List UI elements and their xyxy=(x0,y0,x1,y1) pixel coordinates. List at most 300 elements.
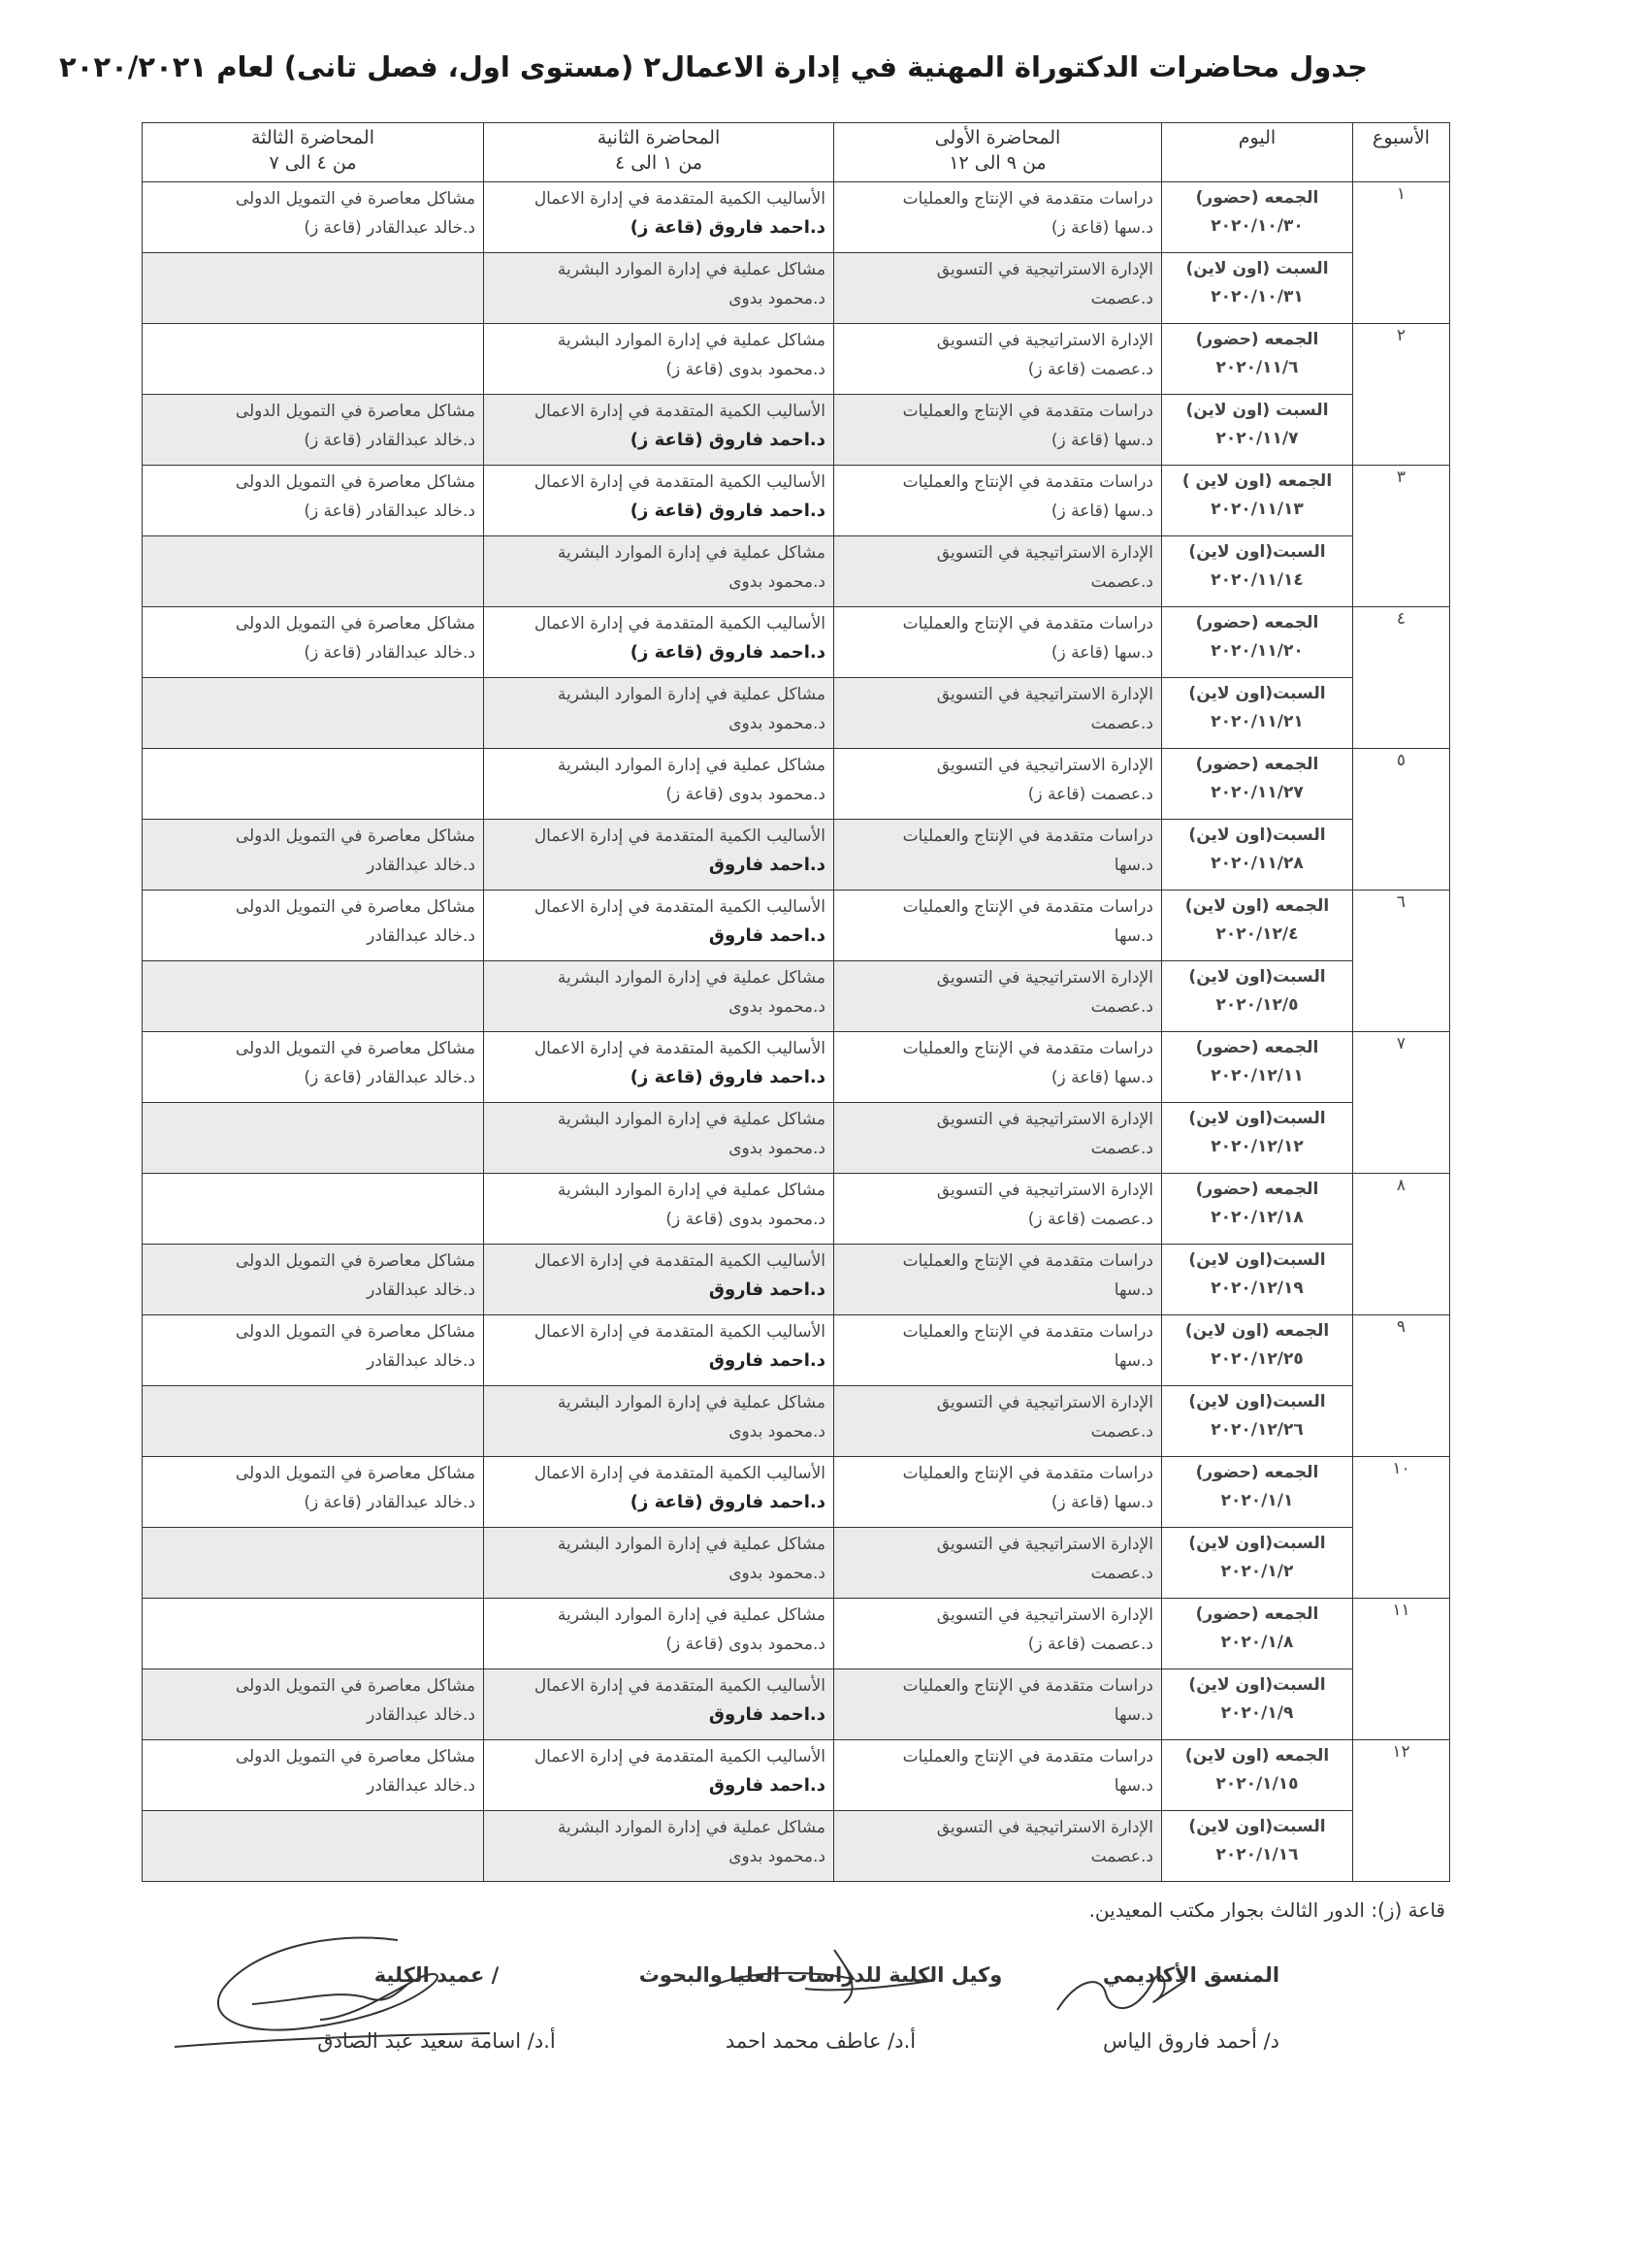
day-cell xyxy=(1162,1386,1353,1457)
table-row xyxy=(143,1811,1450,1882)
lecture-2-cell xyxy=(484,182,834,253)
lecture-1-cell xyxy=(834,395,1162,466)
day-cell xyxy=(1162,1457,1353,1528)
table-row xyxy=(143,1032,1450,1103)
coordinator-handwritten-signature-icon xyxy=(1048,1950,1193,2027)
day-label: الجمعه (حضور) xyxy=(1195,613,1319,632)
lecture-1-cell xyxy=(834,1599,1162,1669)
instructor-name: د.عصمت (قاعة ز) xyxy=(1027,1635,1153,1654)
lecture-1-cell xyxy=(834,678,1162,749)
lecture-2-cell xyxy=(484,607,834,678)
course-name: الإدارة الاستراتيجية في التسويق xyxy=(936,968,1153,988)
instructor-name: د.خالد عبدالقادر (قاعة ز) xyxy=(304,431,475,450)
lecture-1-cell xyxy=(834,1315,1162,1386)
lecture-3-cell xyxy=(143,1386,484,1457)
instructor-name: د.خالد عبدالقادر (قاعة ز) xyxy=(304,1493,475,1512)
day-label: الجمعه (اون لاين) xyxy=(1184,896,1330,916)
day-label: السبت(اون لاين) xyxy=(1188,684,1326,703)
instructor-name: د.خالد عبدالقادر xyxy=(367,1705,475,1725)
day-label: السبت(اون لاين) xyxy=(1188,1534,1326,1553)
lecture-2-cell xyxy=(484,395,834,466)
course-name: الإدارة الاستراتيجية في التسويق xyxy=(936,1818,1153,1837)
instructor-name: د.محمود بدوى xyxy=(728,289,825,308)
lecture-1-cell xyxy=(834,466,1162,536)
course-name: دراسات متقدمة في الإنتاج والعمليات xyxy=(902,1322,1153,1342)
day-date: ٢٠٢٠/١/١ xyxy=(1220,1491,1294,1510)
lecture-3-cell xyxy=(143,324,484,395)
day-label: السبت(اون لاين) xyxy=(1188,1109,1326,1128)
lecture-3-cell xyxy=(143,678,484,749)
week-number: ١٠ xyxy=(1353,1457,1450,1599)
week-number: ٢ xyxy=(1353,324,1450,466)
course-name: مشاكل معاصرة في التمويل الدولى xyxy=(235,1251,475,1271)
day-label: السبت(اون لاين) xyxy=(1188,967,1326,987)
day-label: الجمعه (اون لاين ) xyxy=(1181,471,1333,491)
schedule-body xyxy=(143,182,1450,1882)
course-name: الأساليب الكمية المتقدمة في إدارة الاعمال xyxy=(534,1039,825,1058)
day-cell xyxy=(1162,536,1353,607)
course-name: مشاكل معاصرة في التمويل الدولى xyxy=(235,897,475,917)
instructor-name: د.سها (قاعة ز) xyxy=(1051,431,1153,450)
day-cell xyxy=(1162,749,1353,820)
lecture-3-cell xyxy=(143,607,484,678)
lecture-1-cell xyxy=(834,182,1162,253)
course-name: مشاكل عملية في إدارة الموارد البشرية xyxy=(557,756,825,775)
lecture-1-cell xyxy=(834,1032,1162,1103)
course-name: مشاكل معاصرة في التمويل الدولى xyxy=(235,1676,475,1696)
instructor-name: د.خالد عبدالقادر xyxy=(367,1280,475,1300)
lecture-1-cell xyxy=(834,536,1162,607)
course-name: مشاكل عملية في إدارة الموارد البشرية xyxy=(557,331,825,350)
lecture-3-cell xyxy=(143,1103,484,1174)
day-cell xyxy=(1162,1032,1353,1103)
course-name: دراسات متقدمة في الإنتاج والعمليات xyxy=(902,1747,1153,1766)
instructor-name: د.سها xyxy=(1114,856,1153,875)
table-header-row xyxy=(143,123,1450,182)
day-cell xyxy=(1162,1669,1353,1740)
day-date: ٢٠٢٠/١/٩ xyxy=(1220,1703,1294,1723)
lecture-1-cell xyxy=(834,820,1162,891)
lecture-3-cell xyxy=(143,1669,484,1740)
table-row xyxy=(143,1528,1450,1599)
day-label: الجمعه (حضور) xyxy=(1195,330,1319,349)
day-label: السبت (اون لاين) xyxy=(1185,259,1329,278)
instructor-name: د.عصمت (قاعة ز) xyxy=(1027,1210,1153,1229)
day-cell xyxy=(1162,1811,1353,1882)
table-row xyxy=(143,1315,1450,1386)
day-label: الجمعه (حضور) xyxy=(1195,1463,1319,1482)
page-title: جدول محاضرات الدكتوراة المهنية في إدارة الاعمال٢ (مستوى اول، فصل تانى) لعام ٢٠٢٠/٢٠٢١ xyxy=(58,50,1368,83)
lecture-2-cell xyxy=(484,324,834,395)
lecture-2-cell xyxy=(484,1599,834,1669)
instructor-name: د.عصمت xyxy=(1090,572,1153,592)
course-name: مشاكل معاصرة في التمويل الدولى xyxy=(235,1322,475,1342)
course-name: الإدارة الاستراتيجية في التسويق xyxy=(936,1110,1153,1129)
week-number: ٨ xyxy=(1353,1174,1450,1315)
dean-title: / عميد الكلية xyxy=(373,1963,500,1987)
lecture-2-cell xyxy=(484,1245,834,1315)
day-cell xyxy=(1162,891,1353,961)
day-date: ٢٠٢٠/١/٨ xyxy=(1220,1633,1294,1652)
lecture-3-cell xyxy=(143,1811,484,1882)
lecture-1-cell xyxy=(834,1528,1162,1599)
lecture-3-cell xyxy=(143,1315,484,1386)
course-name: مشاكل عملية في إدارة الموارد البشرية xyxy=(557,1605,825,1625)
day-cell xyxy=(1162,253,1353,324)
instructor-name: د.خالد عبدالقادر (قاعة ز) xyxy=(304,1068,475,1087)
lecture-2-cell xyxy=(484,466,834,536)
day-cell xyxy=(1162,395,1353,466)
lecture-1-cell xyxy=(834,1740,1162,1811)
week-number: ١ xyxy=(1353,182,1450,324)
day-label: الجمعه (اون لاين) xyxy=(1184,1321,1330,1341)
day-cell xyxy=(1162,1315,1353,1386)
day-label: السبت(اون لاين) xyxy=(1188,1675,1326,1695)
instructor-name: د.عصمت (قاعة ز) xyxy=(1027,360,1153,379)
instructor-name: د.عصمت (قاعة ز) xyxy=(1027,785,1153,804)
day-label: السبت(اون لاين) xyxy=(1188,826,1326,845)
header-lecture-1: المحاضرة الأولى من ٩ الى ١٢ xyxy=(834,123,1162,182)
lecture-2-cell xyxy=(484,749,834,820)
course-name: مشاكل معاصرة في التمويل الدولى xyxy=(235,472,475,492)
lecture-3-cell xyxy=(143,466,484,536)
day-date: ٢٠٢٠/١٢/٢٥ xyxy=(1211,1349,1304,1369)
course-name: مشاكل معاصرة في التمويل الدولى xyxy=(235,1747,475,1766)
header-lecture-2: المحاضرة الثانية من ١ الى ٤ xyxy=(484,123,834,182)
instructor-name: د.احمد فاروق xyxy=(708,1704,825,1725)
instructor-name: د.احمد فاروق (قاعة ز) xyxy=(630,642,825,663)
lecture-3-cell xyxy=(143,182,484,253)
lecture-2-cell xyxy=(484,1457,834,1528)
instructor-name: د.سها xyxy=(1114,926,1153,946)
day-cell xyxy=(1162,820,1353,891)
day-date: ٢٠٢٠/١٢/٢٦ xyxy=(1211,1420,1304,1440)
lecture-3-cell xyxy=(143,1457,484,1528)
course-name: الإدارة الاستراتيجية في التسويق xyxy=(936,260,1153,279)
table-row xyxy=(143,961,1450,1032)
instructor-name: د.احمد فاروق (قاعة ز) xyxy=(630,501,825,521)
day-date: ٢٠٢٠/١١/١٤ xyxy=(1211,570,1304,590)
course-name: دراسات متقدمة في الإنتاج والعمليات xyxy=(902,1464,1153,1483)
lecture-1-cell xyxy=(834,1811,1162,1882)
dean-name: أ.د/ اسامة سعيد عبد الصادق xyxy=(317,2029,556,2053)
schedule-table xyxy=(142,122,1450,1882)
lecture-1-cell xyxy=(834,324,1162,395)
day-cell xyxy=(1162,1245,1353,1315)
table-row xyxy=(143,395,1450,466)
week-number: ٥ xyxy=(1353,749,1450,891)
course-name: مشاكل معاصرة في التمويل الدولى xyxy=(235,1464,475,1483)
course-name: الأساليب الكمية المتقدمة في إدارة الاعمال xyxy=(534,1322,825,1342)
instructor-name: د.سها xyxy=(1114,1705,1153,1725)
lecture-1-cell xyxy=(834,1386,1162,1457)
lecture-3-cell xyxy=(143,1740,484,1811)
lecture-1-cell xyxy=(834,1245,1162,1315)
course-name: الإدارة الاستراتيجية في التسويق xyxy=(936,543,1153,563)
instructor-name: د.عصمت xyxy=(1090,1422,1153,1442)
lecture-2-cell xyxy=(484,1315,834,1386)
instructor-name: د.سها (قاعة ز) xyxy=(1051,218,1153,238)
day-label: الجمعه (حضور) xyxy=(1195,1038,1319,1057)
table-row xyxy=(143,1669,1450,1740)
dean-handwritten-signature-icon xyxy=(155,1911,504,2066)
instructor-name: د.احمد فاروق xyxy=(708,1350,825,1371)
instructor-name: د.سها xyxy=(1114,1351,1153,1371)
day-label: السبت (اون لاين) xyxy=(1185,401,1329,420)
day-cell xyxy=(1162,1599,1353,1669)
course-name: مشاكل عملية في إدارة الموارد البشرية xyxy=(557,685,825,704)
lecture-3-cell xyxy=(143,536,484,607)
course-name: مشاكل عملية في إدارة الموارد البشرية xyxy=(557,260,825,279)
day-date: ٢٠٢٠/١٢/١٨ xyxy=(1211,1208,1304,1227)
course-name: الإدارة الاستراتيجية في التسويق xyxy=(936,1393,1153,1412)
table-row xyxy=(143,1457,1450,1528)
day-date: ٢٠٢٠/١١/٧ xyxy=(1215,429,1299,448)
lecture-3-cell xyxy=(143,820,484,891)
course-name: دراسات متقدمة في الإنتاج والعمليات xyxy=(902,826,1153,846)
instructor-name: د.عصمت xyxy=(1090,1847,1153,1866)
instructor-name: د.عصمت xyxy=(1090,1139,1153,1158)
lecture-1-cell xyxy=(834,891,1162,961)
day-date: ٢٠٢٠/١١/٦ xyxy=(1215,358,1299,377)
week-number: ٦ xyxy=(1353,891,1450,1032)
day-date: ٢٠٢٠/١١/٢٨ xyxy=(1211,854,1304,873)
instructor-name: د.سها xyxy=(1114,1776,1153,1796)
lecture-2-cell xyxy=(484,1386,834,1457)
course-name: مشاكل عملية في إدارة الموارد البشرية xyxy=(557,543,825,563)
day-date: ٢٠٢٠/١٢/١٢ xyxy=(1211,1137,1304,1156)
course-name: الأساليب الكمية المتقدمة في إدارة الاعمال xyxy=(534,897,825,917)
instructor-name: د.عصمت xyxy=(1090,997,1153,1017)
day-label: السبت(اون لاين) xyxy=(1188,1250,1326,1270)
day-label: الجمعه (حضور) xyxy=(1195,188,1319,208)
table-row xyxy=(143,678,1450,749)
day-label: الجمعه (حضور) xyxy=(1195,755,1319,774)
table-row xyxy=(143,324,1450,395)
course-name: مشاكل عملية في إدارة الموارد البشرية xyxy=(557,968,825,988)
course-name: دراسات متقدمة في الإنتاج والعمليات xyxy=(902,1251,1153,1271)
course-name: مشاكل معاصرة في التمويل الدولى xyxy=(235,1039,475,1058)
day-cell xyxy=(1162,182,1353,253)
coordinator-title: المنسق الأكاديمي xyxy=(1102,1963,1280,1987)
lecture-2-cell xyxy=(484,1103,834,1174)
table-row xyxy=(143,1174,1450,1245)
lecture-1-cell xyxy=(834,1174,1162,1245)
day-cell xyxy=(1162,607,1353,678)
course-name: الأساليب الكمية المتقدمة في إدارة الاعمال xyxy=(534,1747,825,1766)
lecture-3-cell xyxy=(143,1032,484,1103)
lecture-3-cell xyxy=(143,891,484,961)
lecture-1-cell xyxy=(834,1669,1162,1740)
lecture-2-cell xyxy=(484,1669,834,1740)
course-name: دراسات متقدمة في الإنتاج والعمليات xyxy=(902,1039,1153,1058)
day-date: ٢٠٢٠/١١/٢٧ xyxy=(1211,783,1304,802)
lecture-2-cell xyxy=(484,678,834,749)
instructor-name: د.احمد فاروق xyxy=(708,1280,825,1300)
lecture-1-cell xyxy=(834,607,1162,678)
lecture-2-cell xyxy=(484,891,834,961)
day-date: ٢٠٢٠/١١/١٣ xyxy=(1211,500,1304,519)
course-name: دراسات متقدمة في الإنتاج والعمليات xyxy=(902,189,1153,209)
instructor-name: د.احمد فاروق xyxy=(708,855,825,875)
course-name: مشاكل عملية في إدارة الموارد البشرية xyxy=(557,1393,825,1412)
table-row xyxy=(143,1599,1450,1669)
day-date: ٢٠٢٠/١٢/١١ xyxy=(1211,1066,1304,1085)
day-date: ٢٠٢٠/١/٢ xyxy=(1220,1562,1294,1581)
course-name: دراسات متقدمة في الإنتاج والعمليات xyxy=(902,472,1153,492)
lecture-3-cell xyxy=(143,1599,484,1669)
instructor-name: د.محمود بدوى xyxy=(728,714,825,733)
week-number: ٤ xyxy=(1353,607,1450,749)
instructor-name: د.خالد عبدالقادر xyxy=(367,1776,475,1796)
course-name: دراسات متقدمة في الإنتاج والعمليات xyxy=(902,1676,1153,1696)
instructor-name: د.محمود بدوى xyxy=(728,1422,825,1442)
course-name: مشاكل عملية في إدارة الموارد البشرية xyxy=(557,1535,825,1554)
day-cell xyxy=(1162,961,1353,1032)
table-row xyxy=(143,1386,1450,1457)
instructor-name: د.سها (قاعة ز) xyxy=(1051,502,1153,521)
table-row xyxy=(143,1103,1450,1174)
table-row xyxy=(143,1740,1450,1811)
course-name: الأساليب الكمية المتقدمة في إدارة الاعمال xyxy=(534,826,825,846)
instructor-name: د.خالد عبدالقادر xyxy=(367,856,475,875)
course-name: مشاكل عملية في إدارة الموارد البشرية xyxy=(557,1818,825,1837)
instructor-name: د.محمود بدوى xyxy=(728,1139,825,1158)
instructor-name: د.سها (قاعة ز) xyxy=(1051,643,1153,663)
header-week: الأسبوع xyxy=(1353,123,1450,182)
course-name: الأساليب الكمية المتقدمة في إدارة الاعمال xyxy=(534,614,825,633)
lecture-1-cell xyxy=(834,1457,1162,1528)
day-cell xyxy=(1162,1174,1353,1245)
lecture-2-cell xyxy=(484,1174,834,1245)
lecture-2-cell xyxy=(484,536,834,607)
instructor-name: د.محمود بدوى xyxy=(728,1564,825,1583)
course-name: الإدارة الاستراتيجية في التسويق xyxy=(936,331,1153,350)
lecture-1-cell xyxy=(834,961,1162,1032)
lecture-1-cell xyxy=(834,1103,1162,1174)
instructor-name: د.محمود بدوى xyxy=(728,997,825,1017)
coordinator-name: د/ أحمد فاروق الياس xyxy=(1102,2029,1280,2053)
instructor-name: د.خالد عبدالقادر xyxy=(367,1351,475,1371)
instructor-name: د.سها xyxy=(1114,1280,1153,1300)
table-row xyxy=(143,891,1450,961)
course-name: الأساليب الكمية المتقدمة في إدارة الاعمال xyxy=(534,1464,825,1483)
lecture-3-cell xyxy=(143,961,484,1032)
lecture-1-cell xyxy=(834,749,1162,820)
table-row xyxy=(143,253,1450,324)
lecture-3-cell xyxy=(143,1245,484,1315)
instructor-name: د.خالد عبدالقادر (قاعة ز) xyxy=(304,502,475,521)
lecture-2-cell xyxy=(484,253,834,324)
day-label: السبت(اون لاين) xyxy=(1188,1817,1326,1836)
instructor-name: د.خالد عبدالقادر (قاعة ز) xyxy=(304,643,475,663)
day-date: ٢٠٢٠/١١/٢٠ xyxy=(1211,641,1304,661)
instructor-name: د.احمد فاروق (قاعة ز) xyxy=(630,1492,825,1512)
day-label: السبت(اون لاين) xyxy=(1188,1392,1326,1411)
instructor-name: د.عصمت xyxy=(1090,1564,1153,1583)
instructor-name: د.احمد فاروق (قاعة ز) xyxy=(630,1067,825,1087)
course-name: الإدارة الاستراتيجية في التسويق xyxy=(936,685,1153,704)
lecture-2-cell xyxy=(484,1032,834,1103)
table-row xyxy=(143,749,1450,820)
instructor-name: د.محمود بدوى (قاعة ز) xyxy=(665,360,825,379)
lecture-3-cell xyxy=(143,749,484,820)
course-name: دراسات متقدمة في الإنتاج والعمليات xyxy=(902,402,1153,421)
week-number: ١١ xyxy=(1353,1599,1450,1740)
instructor-name: د.محمود بدوى (قاعة ز) xyxy=(665,1210,825,1229)
instructor-name: د.محمود بدوى xyxy=(728,572,825,592)
day-date: ٢٠٢٠/١١/٢١ xyxy=(1211,712,1304,731)
day-date: ٢٠٢٠/١٢/٤ xyxy=(1215,924,1299,944)
day-cell xyxy=(1162,1740,1353,1811)
instructor-name: د.احمد فاروق (قاعة ز) xyxy=(630,430,825,450)
week-number: ٧ xyxy=(1353,1032,1450,1174)
day-date: ٢٠٢٠/١٢/١٩ xyxy=(1211,1279,1304,1298)
table-row xyxy=(143,1245,1450,1315)
course-name: مشاكل عملية في إدارة الموارد البشرية xyxy=(557,1181,825,1200)
course-name: الأساليب الكمية المتقدمة في إدارة الاعمال xyxy=(534,189,825,209)
instructor-name: د.خالد عبدالقادر (قاعة ز) xyxy=(304,218,475,238)
instructor-name: د.سها (قاعة ز) xyxy=(1051,1493,1153,1512)
instructor-name: د.محمود بدوى (قاعة ز) xyxy=(665,785,825,804)
day-date: ٢٠٢٠/١/١٦ xyxy=(1215,1845,1299,1864)
day-cell xyxy=(1162,324,1353,395)
course-name: الإدارة الاستراتيجية في التسويق xyxy=(936,1535,1153,1554)
day-date: ٢٠٢٠/١٠/٣٠ xyxy=(1211,216,1304,236)
vice-dean-handwritten-signature-icon xyxy=(698,1930,951,2018)
day-cell xyxy=(1162,466,1353,536)
instructor-name: د.محمود بدوى (قاعة ز) xyxy=(665,1635,825,1654)
week-number: ٣ xyxy=(1353,466,1450,607)
week-number: ١٢ xyxy=(1353,1740,1450,1882)
table-row xyxy=(143,182,1450,253)
lecture-1-cell xyxy=(834,253,1162,324)
header-lecture-3: المحاضرة الثالثة من ٤ الى ٧ xyxy=(143,123,484,182)
day-label: الجمعه (حضور) xyxy=(1195,1180,1319,1199)
course-name: الإدارة الاستراتيجية في التسويق xyxy=(936,1605,1153,1625)
day-label: السبت(اون لاين) xyxy=(1188,542,1326,562)
lecture-2-cell xyxy=(484,1528,834,1599)
instructor-name: د.محمود بدوى xyxy=(728,1847,825,1866)
day-cell xyxy=(1162,1528,1353,1599)
course-name: الأساليب الكمية المتقدمة في إدارة الاعمال xyxy=(534,402,825,421)
lecture-3-cell xyxy=(143,253,484,324)
day-cell xyxy=(1162,1103,1353,1174)
course-name: مشاكل معاصرة في التمويل الدولى xyxy=(235,614,475,633)
instructor-name: د.سها (قاعة ز) xyxy=(1051,1068,1153,1087)
room-note: قاعة (ز): الدور الثالث بجوار مكتب المعيدين. xyxy=(1088,1898,1445,1922)
instructor-name: د.خالد عبدالقادر xyxy=(367,926,475,946)
lecture-3-cell xyxy=(143,1174,484,1245)
lecture-2-cell xyxy=(484,1740,834,1811)
instructor-name: د.احمد فاروق (قاعة ز) xyxy=(630,217,825,238)
table-row xyxy=(143,820,1450,891)
day-date: ٢٠٢٠/١/١٥ xyxy=(1215,1774,1299,1794)
instructor-name: د.احمد فاروق xyxy=(708,1775,825,1796)
day-cell xyxy=(1162,678,1353,749)
day-label: الجمعه (حضور) xyxy=(1195,1604,1319,1624)
day-date: ٢٠٢٠/١٠/٣١ xyxy=(1211,287,1304,307)
course-name: دراسات متقدمة في الإنتاج والعمليات xyxy=(902,614,1153,633)
course-name: الإدارة الاستراتيجية في التسويق xyxy=(936,756,1153,775)
course-name: الأساليب الكمية المتقدمة في إدارة الاعمال xyxy=(534,1676,825,1696)
lecture-2-cell xyxy=(484,961,834,1032)
instructor-name: د.احمد فاروق xyxy=(708,925,825,946)
table-row xyxy=(143,466,1450,536)
instructor-name: د.عصمت xyxy=(1090,289,1153,308)
course-name: مشاكل معاصرة في التمويل الدولى xyxy=(235,189,475,209)
vice-dean-name: أ.د/ عاطف محمد احمد xyxy=(725,2029,917,2053)
